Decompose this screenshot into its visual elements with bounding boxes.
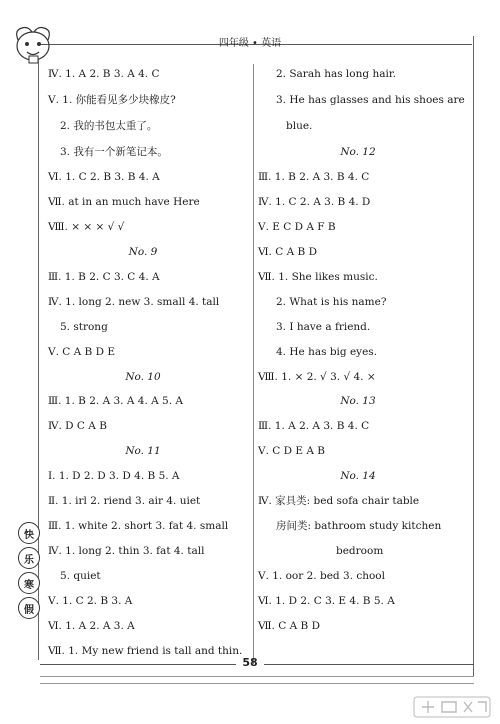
side-badge: 假	[18, 597, 40, 619]
answer-line: Ⅲ. 1. white 2. short 3. fat 4. small	[48, 520, 229, 532]
side-badge: 寒	[18, 572, 40, 594]
answer-line: Ⅴ. E C D A F B	[258, 221, 336, 233]
answer-line: 2. Sarah has long hair.	[276, 68, 397, 80]
answer-line: bedroom	[336, 545, 384, 557]
answer-line: 3. He has glasses and his shoes are	[276, 94, 465, 106]
answer-line: 房间类: bathroom study kitchen	[276, 520, 442, 532]
answer-line: Ⅵ. 1. C 2. B 3. B 4. A	[48, 171, 160, 183]
answer-line: 3. I have a friend.	[276, 321, 371, 333]
answer-line: 4. He has big eyes.	[276, 346, 378, 358]
side-badge: 快	[18, 522, 40, 544]
answer-line: 3. 我有一个新笔记本。	[60, 146, 168, 158]
answer-line: 2. What is his name?	[276, 296, 387, 308]
answer-line: Ⅷ. 1. × 2. √ 3. √ 4. ×	[258, 371, 376, 383]
answer-line: 5. strong	[60, 321, 108, 333]
answer-line: Ⅲ. 1. B 2. A 3. A 4. A 5. A	[48, 395, 183, 407]
answer-line: Ⅵ. 1. A 2. A 3. A	[48, 620, 135, 632]
answer-line: 5. quiet	[60, 570, 101, 582]
answer-line: Ⅴ. 1. 你能看见多少块橡皮?	[48, 94, 176, 106]
side-badge: 乐	[18, 547, 40, 569]
footer-rule-right	[264, 664, 474, 665]
answer-line: Ⅶ. 1. She likes music.	[258, 271, 378, 283]
answer-line: Ⅳ. 1. C 2. A 3. B 4. D	[258, 196, 371, 208]
answer-line: Ⅵ. 1. D 2. C 3. E 4. B 5. A	[258, 595, 395, 607]
section-heading: No. 13	[340, 395, 376, 407]
answer-line: Ⅶ. at in an much have Here	[48, 196, 200, 208]
page-header-title: 四年级 • 英语	[218, 38, 282, 49]
watermark-stamp-icon	[412, 694, 492, 720]
column-divider	[253, 64, 254, 664]
answer-line: Ⅵ. C A B D	[258, 246, 318, 258]
side-badge-strip	[16, 520, 42, 622]
section-heading: No. 12	[340, 146, 376, 158]
answer-line: Ⅷ. × × × √ √	[48, 221, 125, 233]
footer-rule-left	[40, 664, 236, 665]
answer-line: Ⅳ. 1. long 2. thin 3. fat 4. tall	[48, 545, 205, 557]
answer-line: Ⅴ. 1. C 2. B 3. A	[48, 595, 133, 607]
answer-line: blue.	[286, 120, 313, 132]
section-heading: No. 14	[340, 470, 376, 482]
page-number: 58	[242, 656, 258, 669]
answer-line: Ⅴ. C A B D E	[48, 346, 116, 358]
answer-line: Ⅶ. C A B D	[258, 620, 320, 632]
section-heading: No. 10	[125, 371, 161, 383]
answer-line: Ⅳ. 家具类: bed sofa chair table	[258, 495, 420, 507]
bottom-decorative-strip	[40, 676, 474, 684]
answer-line: Ⅳ. 1. A 2. B 3. A 4. C	[48, 68, 160, 80]
answer-line: Ⅲ. 1. A 2. A 3. B 4. C	[258, 420, 370, 432]
answer-line: Ⅴ. 1. oor 2. bed 3. chool	[258, 570, 385, 582]
section-heading: No. 11	[125, 445, 161, 457]
answer-line: 2. 我的书包太重了。	[60, 120, 158, 132]
answer-line: Ⅶ. 1. My new friend is tall and thin.	[48, 645, 243, 657]
answer-line: Ⅱ. 1. irl 2. riend 3. air 4. uiet	[48, 495, 201, 507]
answer-line: Ⅲ. 1. B 2. A 3. B 4. C	[258, 171, 370, 183]
right-margin-rule	[473, 36, 474, 676]
answer-line: Ⅳ. D C A B	[48, 420, 107, 432]
answer-line: Ⅲ. 1. B 2. C 3. C 4. A	[48, 271, 160, 283]
answer-line: Ⅴ. C D E A B	[258, 445, 326, 457]
section-heading: No. 9	[128, 246, 158, 258]
answer-line: Ⅰ. 1. D 2. D 3. D 4. B 5. A	[48, 470, 180, 482]
answer-line: Ⅳ. 1. long 2. new 3. small 4. tall	[48, 296, 220, 308]
cartoon-mascot-icon	[10, 22, 56, 66]
